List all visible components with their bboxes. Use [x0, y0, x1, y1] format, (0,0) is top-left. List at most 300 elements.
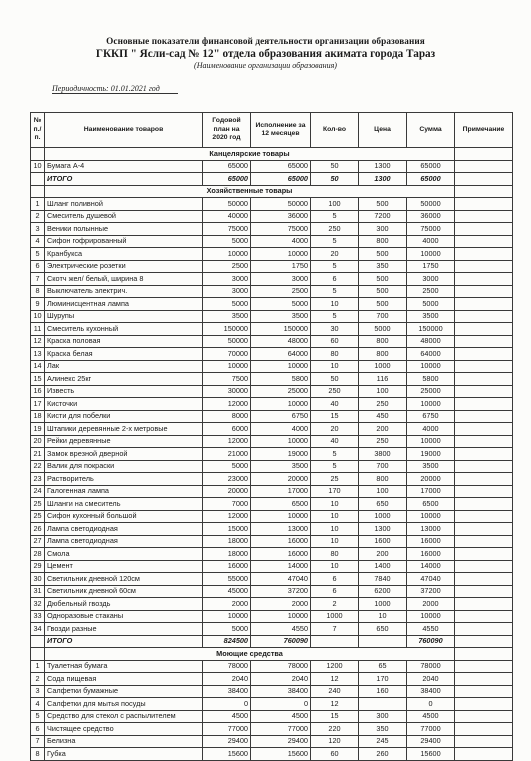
- plan-cell: 65000: [203, 160, 251, 173]
- execution-cell: 1750: [251, 260, 311, 273]
- price-cell: 6200: [359, 585, 407, 598]
- item-name-cell: Валик для покраски: [45, 460, 203, 473]
- row-number-cell: 26: [31, 523, 45, 536]
- note-cell: [455, 435, 513, 448]
- execution-cell: 5000: [251, 298, 311, 311]
- sum-cell: 50000: [407, 198, 455, 211]
- item-name-cell: Кисточки: [45, 398, 203, 411]
- quantity-cell: 80: [311, 348, 359, 361]
- note-cell: [455, 723, 513, 736]
- item-name-cell: Замок врезной дверной: [45, 448, 203, 461]
- table-row: [31, 385, 513, 398]
- item-name-cell: Лампа светодиодная: [45, 523, 203, 536]
- quantity-cell: 10: [311, 360, 359, 373]
- plan-cell: 5000: [203, 623, 251, 636]
- plan-cell: 50000: [203, 198, 251, 211]
- item-name-cell: Салфетки для мытья посуды: [45, 698, 203, 711]
- note-cell: [455, 548, 513, 561]
- item-name-cell: Веники полынные: [45, 223, 203, 236]
- item-name-cell: Шурупы: [45, 310, 203, 323]
- price-cell: 650: [359, 498, 407, 511]
- table-row: [31, 398, 513, 411]
- table-row: [31, 523, 513, 536]
- execution-cell: 25000: [251, 385, 311, 398]
- row-number-cell: 10: [31, 310, 45, 323]
- price-cell: 1300: [359, 160, 407, 173]
- row-number-cell: 29: [31, 560, 45, 573]
- row-number-cell: 17: [31, 398, 45, 411]
- organization-caption: (Наименование организации образования): [194, 61, 337, 70]
- quantity-cell: 10: [311, 560, 359, 573]
- execution-cell: 16000: [251, 548, 311, 561]
- item-name-cell: Штапики деревянные 2-х метровые: [45, 423, 203, 436]
- sum-cell: 5000: [407, 298, 455, 311]
- sum-cell: 13000: [407, 523, 455, 536]
- note-cell: [455, 410, 513, 423]
- note-cell: [455, 585, 513, 598]
- sum-cell: 5800: [407, 373, 455, 386]
- plan-cell: 2500: [203, 260, 251, 273]
- note-cell: [455, 748, 513, 761]
- table-row: [31, 598, 513, 611]
- plan-cell: 3500: [203, 310, 251, 323]
- sum-cell: 150000: [407, 323, 455, 336]
- col-header-price: Цена: [359, 113, 407, 148]
- note-cell: [455, 610, 513, 623]
- quantity-cell: 60: [311, 748, 359, 761]
- quantity-cell: 250: [311, 385, 359, 398]
- sum-cell: 3000: [407, 273, 455, 286]
- quantity-cell: 6: [311, 585, 359, 598]
- note-cell: [455, 473, 513, 486]
- item-name-cell: Выключатель электрич.: [45, 285, 203, 298]
- table-row: [31, 473, 513, 486]
- execution-cell: 36000: [251, 210, 311, 223]
- sum-cell: 48000: [407, 335, 455, 348]
- plan-cell: 5000: [203, 460, 251, 473]
- item-name-cell: Шланг поливной: [45, 198, 203, 211]
- price-cell: 245: [359, 735, 407, 748]
- note-cell: [455, 398, 513, 411]
- row-number-cell: [31, 148, 45, 161]
- table-row: [31, 410, 513, 423]
- note-cell: [455, 523, 513, 536]
- row-number-cell: 7: [31, 735, 45, 748]
- execution-cell: 4000: [251, 235, 311, 248]
- table-row: [31, 335, 513, 348]
- price-cell: 100: [359, 485, 407, 498]
- note-cell: [455, 185, 513, 198]
- table-row: [31, 323, 513, 336]
- sum-cell: 2500: [407, 285, 455, 298]
- price-cell: 7200: [359, 210, 407, 223]
- execution-cell: 0: [251, 698, 311, 711]
- quantity-cell: 5: [311, 460, 359, 473]
- sum-cell: 10000: [407, 360, 455, 373]
- row-number-cell: 14: [31, 360, 45, 373]
- sum-cell: 10000: [407, 398, 455, 411]
- note-cell: [455, 385, 513, 398]
- row-number-cell: 5: [31, 710, 45, 723]
- price-cell: 260: [359, 748, 407, 761]
- plan-cell: 8000: [203, 410, 251, 423]
- quantity-cell: 40: [311, 435, 359, 448]
- price-cell: 800: [359, 348, 407, 361]
- quantity-cell: 15: [311, 710, 359, 723]
- plan-cell: 77000: [203, 723, 251, 736]
- note-cell: [455, 710, 513, 723]
- quantity-cell: 240: [311, 685, 359, 698]
- note-cell: [455, 335, 513, 348]
- sum-cell: 78000: [407, 660, 455, 673]
- quantity-cell: 2: [311, 598, 359, 611]
- price-cell: 800: [359, 235, 407, 248]
- row-number-cell: 6: [31, 723, 45, 736]
- row-number-cell: 34: [31, 623, 45, 636]
- row-number-cell: 1: [31, 660, 45, 673]
- row-number-cell: 18: [31, 410, 45, 423]
- section-row: [31, 148, 513, 161]
- note-cell: [455, 173, 513, 186]
- item-name-cell: Светильник дневной 60см: [45, 585, 203, 598]
- row-number-cell: 6: [31, 260, 45, 273]
- plan-cell: 38400: [203, 685, 251, 698]
- execution-cell: 10000: [251, 510, 311, 523]
- plan-cell: 2040: [203, 673, 251, 686]
- execution-cell: 16000: [251, 535, 311, 548]
- plan-cell: 5000: [203, 235, 251, 248]
- row-number-cell: 30: [31, 573, 45, 586]
- row-number-cell: 2: [31, 210, 45, 223]
- item-name-cell: Дюбельный гвоздь: [45, 598, 203, 611]
- note-cell: [455, 535, 513, 548]
- quantity-cell: 250: [311, 223, 359, 236]
- col-header-execution: Исполнение за 12 месяцев: [251, 113, 311, 148]
- execution-cell: 6750: [251, 410, 311, 423]
- sum-cell: 10000: [407, 248, 455, 261]
- sum-cell: 3500: [407, 310, 455, 323]
- row-number-cell: 3: [31, 223, 45, 236]
- execution-cell: 13000: [251, 523, 311, 536]
- execution-cell: 17000: [251, 485, 311, 498]
- table-row: [31, 298, 513, 311]
- plan-cell: 75000: [203, 223, 251, 236]
- sum-cell: 4000: [407, 423, 455, 436]
- table-row: [31, 710, 513, 723]
- quantity-cell: 10: [311, 298, 359, 311]
- price-cell: 1000: [359, 510, 407, 523]
- price-cell: 65: [359, 660, 407, 673]
- price-cell: 300: [359, 223, 407, 236]
- row-number-cell: 9: [31, 298, 45, 311]
- note-cell: [455, 198, 513, 211]
- execution-cell: 50000: [251, 198, 311, 211]
- execution-cell: 20000: [251, 473, 311, 486]
- execution-cell: 75000: [251, 223, 311, 236]
- row-number-cell: [31, 185, 45, 198]
- quantity-cell: 50: [311, 160, 359, 173]
- execution-cell: 2000: [251, 598, 311, 611]
- execution-cell: 65000: [251, 160, 311, 173]
- price-cell: 10: [359, 610, 407, 623]
- sum-cell: 16000: [407, 548, 455, 561]
- table-row: [31, 248, 513, 261]
- sum-cell: 37200: [407, 585, 455, 598]
- table-row: [31, 560, 513, 573]
- table-row: [31, 373, 513, 386]
- row-number-cell: 12: [31, 335, 45, 348]
- table-row: [31, 460, 513, 473]
- quantity-cell: 5: [311, 210, 359, 223]
- row-number-cell: 4: [31, 235, 45, 248]
- quantity-cell: 50: [311, 373, 359, 386]
- table-row: [31, 685, 513, 698]
- table-row: [31, 698, 513, 711]
- item-name-cell: Бумага А-4: [45, 160, 203, 173]
- plan-cell: 45000: [203, 585, 251, 598]
- note-cell: [455, 510, 513, 523]
- plan-cell: 78000: [203, 660, 251, 673]
- quantity-cell: 30: [311, 323, 359, 336]
- sum-cell: 29400: [407, 735, 455, 748]
- quantity-cell: 170: [311, 485, 359, 498]
- table-row: [31, 585, 513, 598]
- row-number-cell: 31: [31, 585, 45, 598]
- section-title: Моющие средства: [45, 648, 455, 661]
- item-name-cell: ИТОГО: [45, 173, 203, 186]
- quantity-cell: 50: [311, 173, 359, 186]
- sum-cell: 4000: [407, 235, 455, 248]
- table-row: [31, 423, 513, 436]
- sum-cell: 10000: [407, 510, 455, 523]
- table-row: [31, 673, 513, 686]
- execution-cell: 10000: [251, 360, 311, 373]
- price-cell: 500: [359, 273, 407, 286]
- item-name-cell: Гвозди разные: [45, 623, 203, 636]
- plan-cell: 10000: [203, 248, 251, 261]
- execution-cell: 77000: [251, 723, 311, 736]
- note-cell: [455, 148, 513, 161]
- item-name-cell: Средство для стекол с распылителем: [45, 710, 203, 723]
- note-cell: [455, 648, 513, 661]
- price-cell: 500: [359, 298, 407, 311]
- row-number-cell: 21: [31, 448, 45, 461]
- table-row: [31, 360, 513, 373]
- quantity-cell: 20: [311, 248, 359, 261]
- plan-cell: 30000: [203, 385, 251, 398]
- item-name-cell: Смола: [45, 548, 203, 561]
- table-row: [31, 498, 513, 511]
- note-cell: [455, 160, 513, 173]
- note-cell: [455, 560, 513, 573]
- item-name-cell: Смеситель кухонный: [45, 323, 203, 336]
- note-cell: [455, 273, 513, 286]
- quantity-cell: 1000: [311, 610, 359, 623]
- execution-cell: 10000: [251, 248, 311, 261]
- price-cell: 800: [359, 335, 407, 348]
- plan-cell: 10000: [203, 360, 251, 373]
- row-number-cell: 7: [31, 273, 45, 286]
- row-number-cell: 11: [31, 323, 45, 336]
- table-header-row: [31, 113, 513, 148]
- price-cell: 200: [359, 548, 407, 561]
- sum-cell: 65000: [407, 160, 455, 173]
- note-cell: [455, 460, 513, 473]
- note-cell: [455, 623, 513, 636]
- row-number-cell: 1: [31, 198, 45, 211]
- table-row: [31, 435, 513, 448]
- note-cell: [455, 423, 513, 436]
- note-cell: [455, 485, 513, 498]
- table-row: [31, 285, 513, 298]
- sum-cell: 17000: [407, 485, 455, 498]
- plan-cell: 824500: [203, 635, 251, 648]
- row-number-cell: 22: [31, 460, 45, 473]
- item-name-cell: Сода пищевая: [45, 673, 203, 686]
- row-number-cell: 28: [31, 548, 45, 561]
- item-name-cell: Лампа светодиодная: [45, 535, 203, 548]
- col-header-name: Наименование товаров: [45, 113, 203, 148]
- quantity-cell: 10: [311, 498, 359, 511]
- item-name-cell: Салфетки бумажные: [45, 685, 203, 698]
- plan-cell: 15600: [203, 748, 251, 761]
- item-name-cell: Белизна: [45, 735, 203, 748]
- total-row: [31, 635, 513, 648]
- execution-cell: 29400: [251, 735, 311, 748]
- item-name-cell: Светильник дневной 120см: [45, 573, 203, 586]
- plan-cell: 29400: [203, 735, 251, 748]
- sum-cell: 2000: [407, 598, 455, 611]
- sum-cell: 2040: [407, 673, 455, 686]
- row-number-cell: 24: [31, 485, 45, 498]
- period-label: Периодичность: 01.01.2021 год: [52, 84, 160, 93]
- item-name-cell: Смеситель душевой: [45, 210, 203, 223]
- note-cell: [455, 285, 513, 298]
- row-number-cell: 33: [31, 610, 45, 623]
- row-number-cell: 16: [31, 385, 45, 398]
- execution-cell: 47040: [251, 573, 311, 586]
- table-row: [31, 748, 513, 761]
- price-cell: 250: [359, 398, 407, 411]
- item-name-cell: Скотч жел/ белый, ширина 8: [45, 273, 203, 286]
- plan-cell: 150000: [203, 323, 251, 336]
- sum-cell: 38400: [407, 685, 455, 698]
- row-number-cell: [31, 648, 45, 661]
- quantity-cell: 10: [311, 523, 359, 536]
- item-name-cell: Шланги на смеситель: [45, 498, 203, 511]
- plan-cell: 23000: [203, 473, 251, 486]
- item-name-cell: Люминисцентная лампа: [45, 298, 203, 311]
- row-number-cell: 20: [31, 435, 45, 448]
- plan-cell: 10000: [203, 610, 251, 623]
- plan-cell: 4500: [203, 710, 251, 723]
- price-cell: 200: [359, 423, 407, 436]
- quantity-cell: 5: [311, 448, 359, 461]
- section-title: Канцелярские товары: [45, 148, 455, 161]
- sum-cell: 25000: [407, 385, 455, 398]
- execution-cell: 38400: [251, 685, 311, 698]
- sum-cell: 6500: [407, 498, 455, 511]
- execution-cell: 48000: [251, 335, 311, 348]
- quantity-cell: 12: [311, 698, 359, 711]
- item-name-cell: Краска половая: [45, 335, 203, 348]
- plan-cell: 6000: [203, 423, 251, 436]
- table-row: [31, 448, 513, 461]
- item-name-cell: ИТОГО: [45, 635, 203, 648]
- execution-cell: 65000: [251, 173, 311, 186]
- sum-cell: 6750: [407, 410, 455, 423]
- item-name-cell: Чистящее средство: [45, 723, 203, 736]
- sum-cell: 75000: [407, 223, 455, 236]
- col-header-number: № п./п.: [31, 113, 45, 148]
- col-header-plan: Годовой план на 2020 год: [203, 113, 251, 148]
- price-cell: [359, 635, 407, 648]
- execution-cell: 2040: [251, 673, 311, 686]
- sum-cell: 10000: [407, 435, 455, 448]
- note-cell: [455, 360, 513, 373]
- row-number-cell: 27: [31, 535, 45, 548]
- price-cell: 650: [359, 623, 407, 636]
- plan-cell: 18000: [203, 535, 251, 548]
- note-cell: [455, 698, 513, 711]
- sum-cell: 19000: [407, 448, 455, 461]
- note-cell: [455, 210, 513, 223]
- sum-cell: 0: [407, 698, 455, 711]
- row-number-cell: 19: [31, 423, 45, 436]
- price-cell: 5000: [359, 323, 407, 336]
- quantity-cell: [311, 635, 359, 648]
- execution-cell: 5800: [251, 373, 311, 386]
- execution-cell: 10000: [251, 435, 311, 448]
- execution-cell: 10000: [251, 398, 311, 411]
- note-cell: [455, 735, 513, 748]
- item-name-cell: Известь: [45, 385, 203, 398]
- section-title: Хозяйственные товары: [45, 185, 455, 198]
- price-cell: 250: [359, 435, 407, 448]
- quantity-cell: 15: [311, 410, 359, 423]
- item-name-cell: Галогенная лампа: [45, 485, 203, 498]
- price-cell: 7840: [359, 573, 407, 586]
- plan-cell: 5000: [203, 298, 251, 311]
- execution-cell: 760090: [251, 635, 311, 648]
- quantity-cell: 60: [311, 335, 359, 348]
- plan-cell: 16000: [203, 560, 251, 573]
- row-number-cell: 10: [31, 160, 45, 173]
- note-cell: [455, 635, 513, 648]
- item-name-cell: Кранбукса: [45, 248, 203, 261]
- plan-cell: 3000: [203, 273, 251, 286]
- table-row: [31, 723, 513, 736]
- plan-cell: 15000: [203, 523, 251, 536]
- quantity-cell: 5: [311, 285, 359, 298]
- quantity-cell: 100: [311, 198, 359, 211]
- quantity-cell: 20: [311, 423, 359, 436]
- table-row: [31, 573, 513, 586]
- table-row: [31, 535, 513, 548]
- price-cell: 1300: [359, 523, 407, 536]
- item-name-cell: Кисти для побелки: [45, 410, 203, 423]
- note-cell: [455, 673, 513, 686]
- quantity-cell: 10: [311, 510, 359, 523]
- plan-cell: 7000: [203, 498, 251, 511]
- note-cell: [455, 260, 513, 273]
- table-row: [31, 348, 513, 361]
- row-number-cell: 25: [31, 498, 45, 511]
- price-cell: 160: [359, 685, 407, 698]
- quantity-cell: 5: [311, 260, 359, 273]
- note-cell: [455, 373, 513, 386]
- plan-cell: 0: [203, 698, 251, 711]
